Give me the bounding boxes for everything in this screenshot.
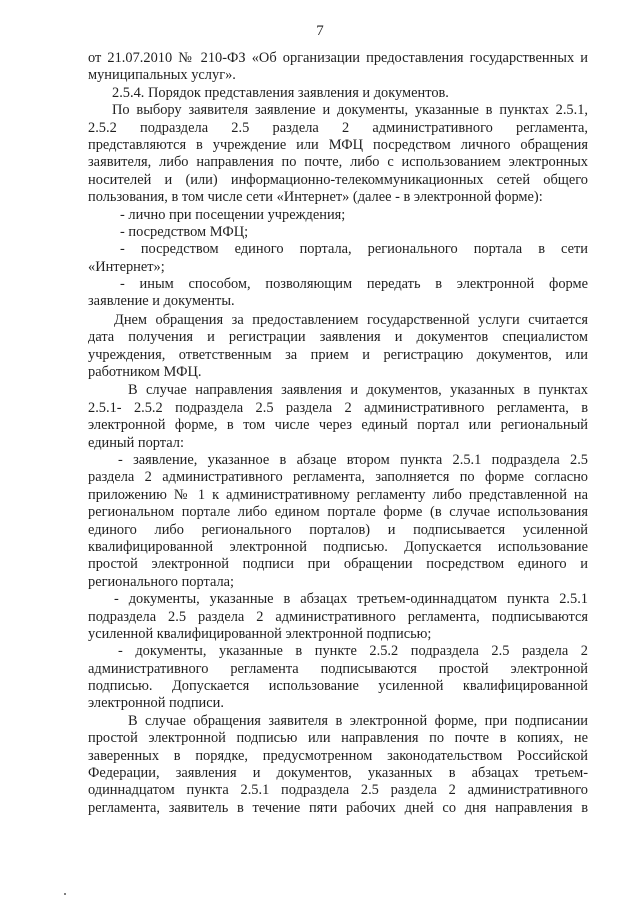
text-line: Днем обращения за предоставлением государственной услуги считается	[114, 311, 588, 328]
text-line: учреждения, ответственным за прием и регистрацию документов, или	[88, 346, 588, 363]
text-line: раздела 2 административного регламента, заполняется по форме согласно	[88, 469, 588, 486]
text-line: носителей и (или) информационно-телекоммуникационных сетей общего	[88, 171, 588, 188]
text-line: По выбору заявителя заявление и документы, указанные в пунктах 2.5.1,	[112, 102, 588, 119]
text-line: заявителя, либо направления по почте, либо с использованием электронных	[88, 154, 588, 171]
text-line: простой электронной подписи при обращении посредством единого и	[88, 556, 588, 573]
text-line: представляются в учреждение или МФЦ посредством личного обращения	[88, 136, 588, 153]
text-line: заверенных в порядке, предусмотренном законодательством Российской	[88, 747, 588, 764]
text-line: регламента, заявитель в течение пяти рабочих дней со дня направления в	[88, 799, 588, 816]
text-line: дата получения и регистрации заявления и документов специалистом	[88, 329, 588, 346]
text-line: заявление и документы.	[88, 293, 235, 310]
text-line: регионального портала;	[88, 573, 235, 590]
text-line: от 21.07.2010 № 210-ФЗ «Об организации предоставления государственных и	[88, 50, 588, 66]
text-line: простой электронной подписью или направления по почте в копиях, не	[88, 730, 588, 747]
text-line: Федерации, заявления и документов, указанных в абзацах третьем-	[88, 765, 588, 782]
text-line: пользования, в том числе сети «Интернет» (далее - в электронной форме):	[88, 189, 543, 206]
text-line: региональном портале либо едином портале форме (в случае использования	[88, 504, 588, 521]
text-line: подраздела 2.5 раздела 2 административного регламента, подписываются	[88, 608, 588, 625]
text-line: «Интернет»;	[88, 258, 165, 275]
text-line: приложению № 1 к административному регламенту либо представленной на	[88, 486, 588, 503]
text-line: усиленной квалифицированной электронной подписью;	[88, 625, 432, 642]
text-line: В случае направления заявления и документов, указанных в пунктах	[128, 382, 588, 399]
text-line: квалифицированной электронной подписью. Допускается использование	[88, 538, 588, 555]
text-line: - иным способом, позволяющим передать в электронной форме	[120, 276, 588, 293]
text-line: одиннадцатом пункта 2.5.1 подраздела 2.5 раздела 2 административного	[88, 782, 588, 799]
text-line: В случае обращения заявителя в электронной форме, при подписании	[128, 712, 588, 729]
text-line: подписью. Допускается использование усиленной квалифицированной	[88, 678, 588, 695]
text-line: 2.5.1- 2.5.2 подраздела 2.5 раздела 2 административного регламента, в	[88, 399, 588, 416]
page-number: 7	[316, 23, 324, 39]
text-line: - документы, указанные в пункте 2.5.2 подраздела 2.5 раздела 2	[118, 643, 588, 660]
text-line: единого либо регионального порталов) и подписывается усиленной	[88, 521, 588, 538]
text-line: - лично при посещении учреждения;	[120, 206, 346, 223]
text-line: муниципальных услуг».	[88, 67, 236, 84]
text-line: электронной форме, в том числе через единый портал или региональный	[88, 417, 588, 434]
text-line: 2.5.2 подраздела 2.5 раздела 2 административного регламента,	[88, 119, 588, 136]
scan-artifact-dot	[64, 893, 66, 895]
text-line: административного регламента подписываются простой электронной	[88, 660, 588, 677]
text-line: - посредством единого портала, регионального портала в сети	[120, 241, 588, 258]
text-line: 2.5.4. Порядок представления заявления и документов.	[112, 84, 449, 101]
text-line: - заявление, указанное в абзаце втором пункта 2.5.1 подраздела 2.5	[118, 451, 588, 468]
text-line: - документы, указанные в абзацах третьем-одиннадцатом пункта 2.5.1	[114, 591, 588, 608]
text-line: единый портал:	[88, 434, 184, 451]
text-line: работником МФЦ.	[88, 364, 202, 381]
document-body	[88, 50, 588, 817]
text-line: электронной подписи.	[88, 695, 224, 712]
text-line: - посредством МФЦ;	[120, 223, 249, 240]
